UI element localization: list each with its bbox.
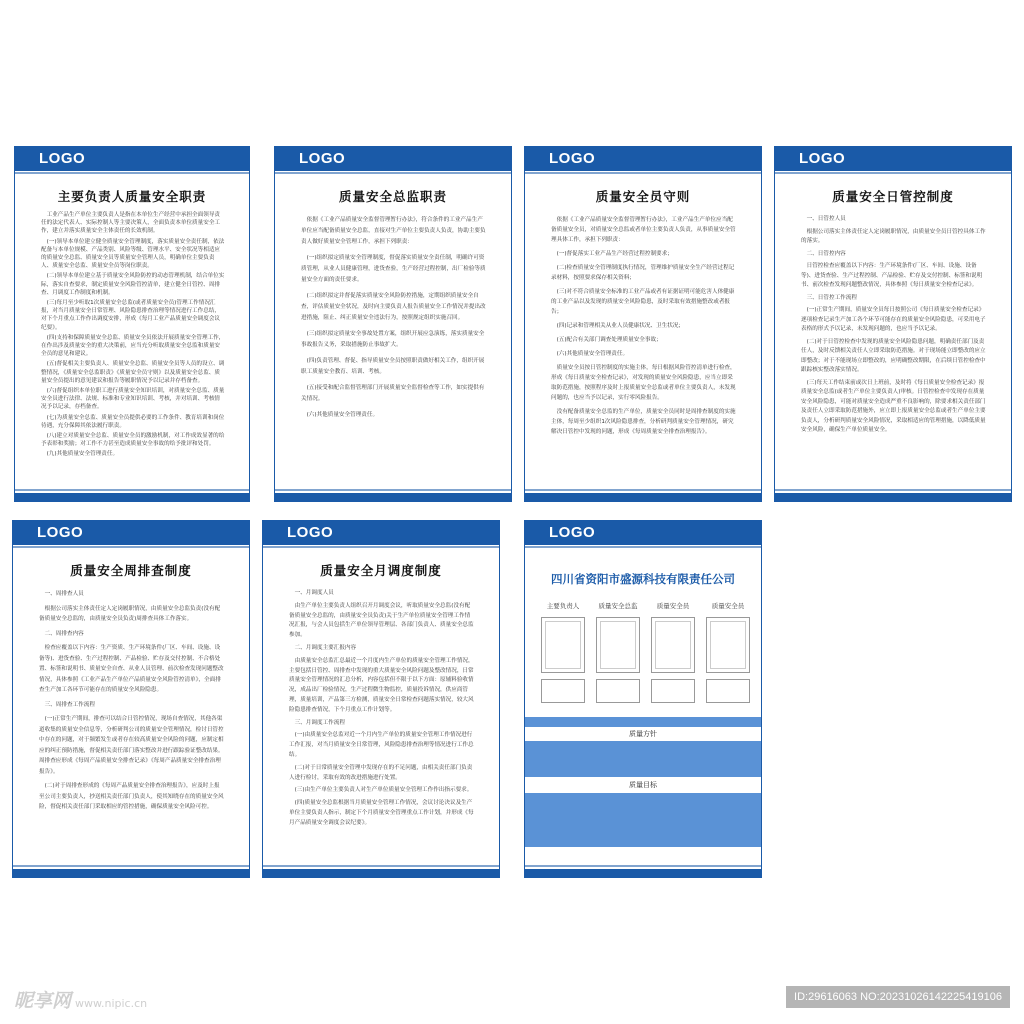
role-label: 质量安全总监 <box>598 602 638 610</box>
watermark-site-name: 昵享网 <box>14 990 72 1012</box>
board-header <box>525 147 761 171</box>
board-title: 质量安全周排查制度 <box>70 563 192 578</box>
paragraph: (八)建立对质量安全总监、质量安全员的激励机制，对工作成效显著的给予表彰和奖励；对工作不力甚至造成质量安全事故的给予批评和处罚。 <box>41 433 225 448</box>
photo-frame <box>596 617 640 673</box>
role-label: 质量安全员 <box>656 602 690 610</box>
paragraph: 依据《工业产品质量安全监督管理暂行办法》，符合条件的工业产品生产单位应当配备质量安全总监，直接对生产单位主要负责人负责，协助主要负责人做好质量安全管理工作，承担下列职责： <box>301 217 486 245</box>
paragraph: (六)其他质量安全管理责任。 <box>556 351 629 357</box>
board-director-duties <box>274 146 512 502</box>
paragraph: (三)每天工作结束前或次日上班前，及时将《每日质量安全检查记录》报质量安全总监(或者生产单位主要负责人)审核。日管控检查中发现存在质量安全风险隐患，可能对质量安全造成严重不良影响的，除要求相关责任部门及责任人立即采取防范措施外，应立即上报质量安全总监或者生产单位主要负责人，分析研判质量安全风险情况，采取相适应的管理措施，以降低质量安全风险，确保生产单位质量安全。 <box>801 379 986 433</box>
paragraph: (三)由生产单位主要负责人对生产单位质量安全管理工作作出指示要求。 <box>294 787 473 794</box>
paragraph: (三)对不符合质量安全标准的工业产品或者有证据证明可能危害人体健康的工业产品以及发现的质量安全风险隐患，及时采取有效措施整改或者报告； <box>551 289 735 315</box>
role-labels <box>537 601 749 613</box>
board-weekly-check <box>12 520 250 878</box>
paragraph: (四)负责管理、督促、指导质量安全员按照职责做好相关工作，组织开展职工质量安全教育、培训、考核。 <box>301 358 485 375</box>
paragraph: 三、月调度工作流程 <box>294 719 345 726</box>
watermark-id: ID:29616063 NO:20231026142225419106 <box>786 986 1010 1008</box>
name-plate <box>596 679 640 703</box>
name-plate <box>541 679 585 703</box>
watermark-site <box>14 986 147 1013</box>
logo: LOGO <box>549 524 596 541</box>
paragraph: (五)督促相关主要负责人、质量安全总监、质量安全员等人员的设立、调整情况，《质量安全总监职责》《质量安全员守则》以及质量安全总监、质量安全员提出的意见建议和报告等履职情况予以记录并存档备查。 <box>41 361 225 384</box>
paragraph: 二、周排查内容 <box>44 630 84 637</box>
board-header <box>775 147 1011 171</box>
board-header <box>263 521 499 545</box>
paragraph: 根据公司落实主体责任定人定岗履职情况，由质量安全员日管控具体工作的落实。 <box>801 228 986 244</box>
board-body <box>41 211 225 487</box>
board-principal-duties <box>14 146 250 502</box>
company-name: 四川省资阳市盛源科技有限责任公司 <box>551 572 735 586</box>
name-plate <box>651 679 695 703</box>
board-org-structure <box>524 520 762 878</box>
photo-frame <box>541 617 585 673</box>
paragraph: 检查应覆盖以下内容：生产资质、生产环境条件(厂区、车间、设施、设备等)、进货查验、生产过程控制、产品检验、贮存及交付控制、不合格处置、标签和说明书、质量安全自查、从业人员管理、前次检查发现问题整改情况，具体参照《工业产品生产单位产品质量安全风险管控清单》，全面排查生产加工各环节可能存在的质量安全风险隐患。 <box>39 645 224 693</box>
name-plate <box>706 679 750 703</box>
paragraph: (七)为质量安全总监、质量安全员提供必要的工作条件、教育培训和岗位待遇，充分保障其依法履行职责。 <box>41 414 225 429</box>
logo: LOGO <box>39 150 86 167</box>
paragraph: 三、周排查工作流程 <box>44 701 95 708</box>
board-title: 质量安全员守则 <box>595 189 691 204</box>
role-label: 主要负责人 <box>546 602 580 610</box>
paragraph: (四)支持和保障质量安全总监、质量安全员依法开展质量安全管理工作，在作出涉及质量安全的重大决策前，应当充分听取质量安全总监和质量安全员的意见和建议。 <box>41 334 225 358</box>
paragraph: (四)记录和管理相关从业人员健康状况、卫生状况； <box>556 323 685 329</box>
watermark-url: www.nipic.cn <box>75 997 148 1010</box>
paragraph: (一)督促落实工业产品生产经营过程控制要求； <box>556 251 673 257</box>
paragraph: (九)其他质量安全管理责任。 <box>46 451 119 458</box>
policy-band <box>525 741 761 777</box>
board-body <box>551 215 737 487</box>
paragraph: (二)检查质量安全管理制度执行情况，管理维护质量安全生产经营过程记录材料，按照要求保存相关资料； <box>551 265 735 281</box>
target-label: 质量目标 <box>629 781 657 789</box>
board-header <box>525 521 761 545</box>
logo: LOGO <box>549 150 596 167</box>
paragraph: 工业产品生产单位主要负责人是指在本单位生产经营中承担全面领导责任的法定代表人、实际控制人等主要决策人，全面负责本单位质量安全工作，建立并落实质量安全主体责任的长效机制。 <box>41 212 221 235</box>
board-body <box>801 215 987 487</box>
board-body <box>289 589 475 863</box>
board-footer <box>775 493 1011 501</box>
paragraph: (一)组织拟定质量安全管理制度，督促落实质量安全责任制，明确许可资质管理，从业人员健康管理，进货查验，生产经营过程控制，出厂检验等质量安全方面的责任要求。 <box>301 255 486 283</box>
paragraph: (四)质量安全总监根据当月质量安全管理工作情况，会议讨论决议及生产单位主要负责人指示，制定下个月质量安全管理重点工作计划，并形成《每月产品质量安全调度会议纪要》。 <box>289 800 474 826</box>
paragraph: (二)对于周排查形成的《每周产品质量安全排查治理报告》，应及时上报至公司主要负责人，抄送相关责任部门负责人，使其知晓存在的质量安全风险，督促相关责任部门采取相应的管控措施，确保质量安全风险可控。 <box>39 783 224 810</box>
paragraph: (一)正常生产期间，排查可以结合日管控情况，现场自查情况，其他各渠道收集的质量安全信息等，分析研判公司的质量安全管理情况，检讨日管控中存在的问题，对于频繁发生或者存在较高质量安全风险的问题，应制定相应的纠正预防措施，督促相关责任部门落实整改并进行跟踪验证整改结果。周排查应形成《每周产品质量安全排查记录》《每周产品质量安全排查治理报告》。 <box>39 716 224 775</box>
paragraph: 质量安全员按日管控制度的实施主体，每日根据风险管控清单进行检查，形成《每日质量安全检查记录》，对发现的质量安全风险隐患，应当立即采取防范措施，按照程序及时上报质量安全总监或者单位主要负责人，未发现问题的，也应当予以记录，实行零风险报告。 <box>551 365 736 401</box>
board-footer <box>263 869 499 877</box>
paragraph: (二)对于日管控检查中发现的质量安全风险隐患问题，明确责任部门及责任人，及时反馈相关责任人立即采取防范措施。对于现场能立即整改的应立即整改；对于不能现场立即整改的，应明确整改期限，在后续日管控检查中跟踪核实整改落实情况。 <box>801 338 986 373</box>
paragraph: (六)其他质量安全管理责任。 <box>306 412 379 418</box>
board-header <box>13 521 249 545</box>
board-title: 质量安全月调度制度 <box>320 563 442 578</box>
board-footer <box>275 493 511 501</box>
logo: LOGO <box>37 524 84 541</box>
board-title: 主要负责人质量安全职责 <box>57 189 207 204</box>
paragraph: (五)配合有关部门调查处理质量安全事故； <box>556 337 662 343</box>
board-body <box>301 215 487 487</box>
photo-frame <box>706 617 750 673</box>
board-footer <box>525 869 761 877</box>
board-body <box>39 589 225 863</box>
photo-frame <box>651 617 695 673</box>
paragraph: 二、日管控内容 <box>806 250 846 257</box>
board-title: 质量安全日管控制度 <box>832 189 954 204</box>
blue-band <box>525 717 761 727</box>
paragraph: (二)组织拟定并督促落实质量安全风险防控措施，定期组织质量安全自查，评估质量安全状况，及时向主要负责人报告质量安全工作情况并提出改进措施，阻止、纠正质量安全违法行为，按照规定组织实施召回。 <box>301 293 486 321</box>
paragraph: 一、月调度人员 <box>294 590 334 596</box>
board-monthly-dispatch <box>262 520 500 878</box>
board-footer <box>15 493 249 501</box>
paragraph: 日管控检查应覆盖以下内容：生产环境条件(厂区、车间、设施、设备等)、进货查验、生产过程控制、产品检验、贮存及交付控制、标签和说明书、前次检查发现问题整改情况，具体参照《每日质量安全检查记录》。 <box>801 263 983 288</box>
paragraph: 二、月调度主要汇报内容 <box>294 644 357 651</box>
paragraph: 一、日管控人员 <box>806 216 846 222</box>
paragraph: (二)对于日常质量安全管理中发现存在的不足问题，由相关责任部门负责人进行检讨，采取有效的改进措施进行处置。 <box>289 764 473 781</box>
paragraph: 三、日管控工作流程 <box>806 294 857 301</box>
board-daily-control <box>774 146 1012 502</box>
paragraph: (一)由质量安全总监对近一个月内生产单位的质量安全管理工作情况进行工作汇报，对当月质量安全日常管理，风险隐患排查治理等情况进行工作总结。 <box>289 732 474 758</box>
logo: LOGO <box>299 150 346 167</box>
policy-label: 质量方针 <box>629 730 657 738</box>
paragraph: 依据《工业产品质量安全监督管理暂行办法》，工业产品生产单位应当配备质量安全员，对质量安全总监或者单位主要负责人负责，从事质量安全管理具体工作，承担下列职责： <box>551 217 736 243</box>
paragraph: (一)正常生产期间，质量安全员每日按照公司《每日质量安全检查记录》逐项检查记录生产加工各个环节可能存在的质量安全风险隐患，可采用电子表格的形式予以记录，未发现问题的，也应当予以记录。 <box>801 307 986 332</box>
paragraph: 根据公司落实主体责任定人定岗履职情况，由质量安全总监负责(没有配备质量安全总监的，由质量安全员负责)周排查具体工作落实。 <box>39 605 221 622</box>
board-footer <box>525 493 761 501</box>
paragraph: 由生产单位主要负责人组织召开月调度会议，听取质量安全总监(没有配备质量安全总监的，由质量安全员负责)关于生产单位质量安全管理工作情况汇报，与会人员包括生产单位领导管理层、各部门负责人、质量安全总监参加。 <box>289 602 474 639</box>
paragraph: (五)接受和配合监督管理部门开展质量安全监督检查等工作，如实提供有关情况。 <box>301 385 485 402</box>
target-band <box>525 793 761 847</box>
paragraph: (三)组织拟定质量安全事故处置方案，组织开展应急演练，落实质量安全事故报告义务，采取措施防止事故扩大。 <box>301 331 485 348</box>
board-officer-code <box>524 146 762 502</box>
paragraph: 没有配备质量安全总监的生产单位，质量安全员同时是周排查制度的实施主体，每周至少组织1次风险隐患排查，分析研判质量安全管理情况，研究解决日管控中发现的问题，形成《每周质量安全排查治理报告》。 <box>551 409 736 435</box>
paragraph: 一、周排查人员 <box>44 591 84 597</box>
board-header <box>275 147 511 171</box>
role-label: 质量安全员 <box>711 602 745 610</box>
logo: LOGO <box>799 150 846 167</box>
board-title: 质量安全总监职责 <box>338 189 447 204</box>
paragraph: (六)督促组织本单位职工进行质量安全知识培训，对质量安全总监、质量安全员进行法律、法规、标准和专业知识培训、考核，并对培训、考核情况予以记录，存档备查。 <box>41 388 225 411</box>
board-footer <box>13 869 249 877</box>
paragraph: 由质量安全总监汇总最近一个月度内生产单位的质量安全管理工作情况，主要包括日管控、周排查中发现的重大质量安全风险问题及整改情况，日常质量安全管理情况的汇总分析，内容包括但不限于以下方面：原辅料验收情况，成品出厂检验情况，生产过程微生物监控，质量投诉情况，供应商管理，质量培训，产品第三方检测，质量安全日常检查问题落实情况，较大风险隐患排查情况，下个月重点工作计划等。 <box>289 657 474 713</box>
paragraph: (三)每月至少听取1次质量安全总监(或者质量安全员)管理工作情况汇报，对当月质量安全日常管理、风险隐患排查治理等情况进行工作总结，对下个月重点工作作出调度安排，形成《每月工业产品质量安全调度会议纪要》。 <box>41 300 221 331</box>
paragraph: (一)领导本单位建立健全质量安全管理制度，落实质量安全责任制，依法配备与本单位规模、产品类别、风险等级、管理水平、安全状况等相适应的质量安全总监、质量安全员等质量安全管理人员，明确单位主要负责人、质量安全总监、质量安全员等岗位职责。 <box>41 238 225 270</box>
logo: LOGO <box>287 524 334 541</box>
paragraph: (二)领导本单位建立基于质量安全风险防控的动态管理机制，结合单位实际，落实自查要求，制定质量安全风险管控清单，建立健全日管控、周排查、月调度工作制度和机制。 <box>41 273 225 296</box>
board-header <box>15 147 249 171</box>
